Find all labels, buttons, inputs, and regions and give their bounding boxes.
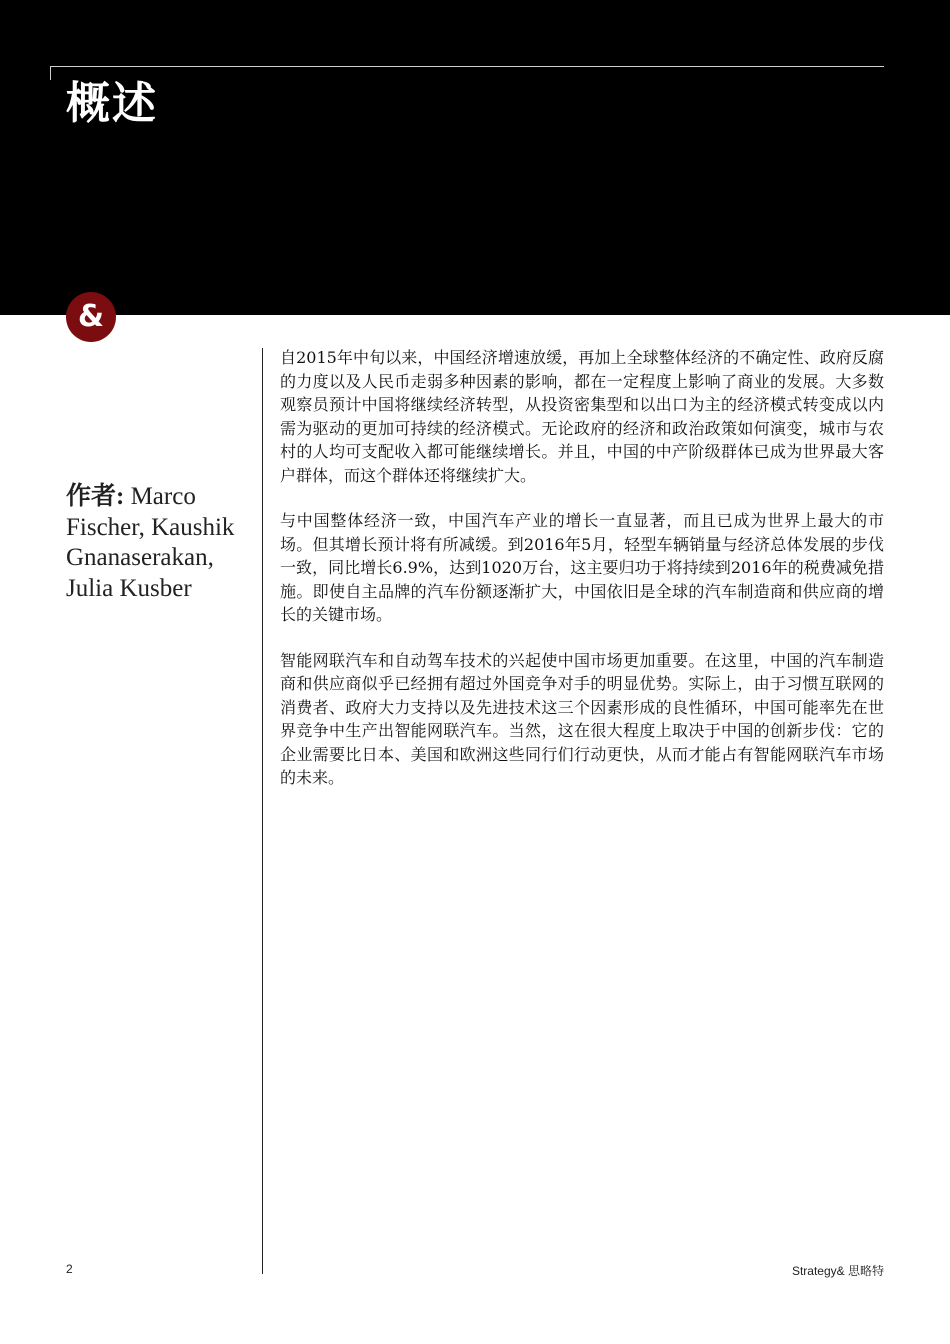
page-title: 概述 bbox=[66, 78, 158, 129]
author-block bbox=[66, 482, 256, 604]
header-rule bbox=[50, 66, 884, 67]
logo-symbol: & bbox=[77, 299, 105, 334]
body-text bbox=[280, 346, 884, 812]
body-paragraph: 与中国整体经济一致，中国汽车产业的增长一直显著，而且已成为世界上最大的市场。但其增长预计将有所减缓。到2016年5月，轻型车辆销量与经济总体发展的步伐一致，同比增长6.9%，达到1020万台，这主要归功于将持续到2016年的税费减免措施。即使自主品牌的汽车份额逐渐扩大，中国依旧是全球的汽车制造商和供应商的增长的关键市场。 bbox=[280, 511, 884, 624]
footer-brand: Strategy& 思略特 bbox=[791, 1264, 884, 1278]
author-names: Marco Fischer, Kaushik Gnanaserakan, Julia Kusber bbox=[66, 483, 235, 602]
page-number: 2 bbox=[66, 1262, 73, 1276]
ampersand-logo-icon bbox=[66, 292, 116, 342]
header-rule-tick bbox=[50, 66, 51, 80]
body-paragraph: 自2015年中旬以来，中国经济增速放缓，再加上全球整体经济的不确定性、政府反腐的力度以及人民币走弱多种因素的影响，都在一定程度上影响了商业的发展。大多数观察员预计中国将继续经济转型，从投资密集型和以出口为主的经济模式转变成以内需为驱动的更加可持续的经济模式。无论政府的经济和政治政策如何演变，城市与农村的人均可支配收入都可能继续增长。并且，中国的中产阶级群体已成为世界最大客户群体，而这个群体还将继续扩大。 bbox=[280, 348, 884, 485]
column-divider bbox=[262, 348, 263, 1274]
author-label: 作者: bbox=[66, 483, 125, 510]
header-band bbox=[0, 0, 950, 315]
body-paragraph: 智能网联汽车和自动驾车技术的兴起使中国市场更加重要。在这里，中国的汽车制造商和供应商似乎已经拥有超过外国竞争对手的明显优势。实际上，由于习惯互联网的消费者、政府大力支持以及先进技术这三个因素形成的良性循环，中国可能率先在世界竞争中生产出智能网联汽车。当然，这在很大程度上取决于中国的创新步伐：它的企业需要比日本、美国和欧洲这些同行们行动更快，从而才能占有智能网联汽车市场的未来。 bbox=[280, 650, 884, 787]
